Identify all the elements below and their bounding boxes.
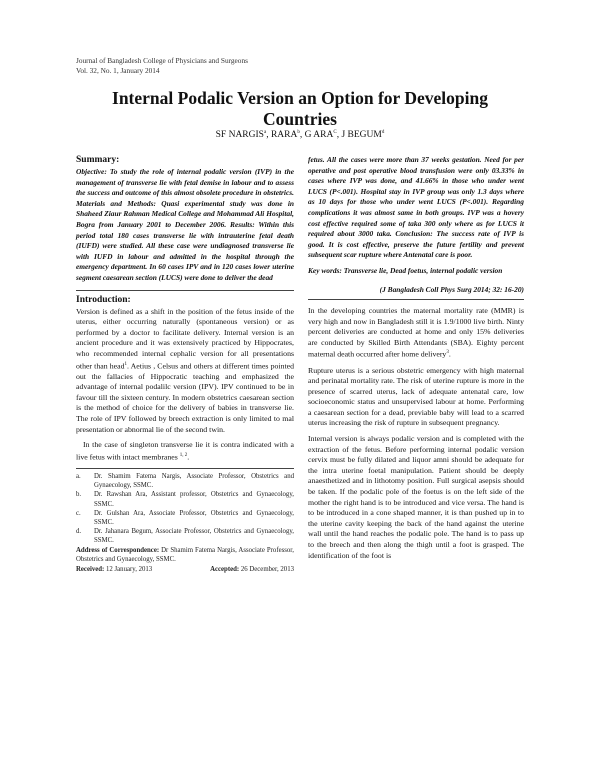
intro-p1-cont: . Aetius , Celsus and others at different times pointed out the fallacies of Hippocratic teaching and emphasized the advantage of internal podalilc version (IPV). IPV continued to be in favour till the sixteen century. In modern obstetrics caesarean section is the method of choice for the delivery of babies in transverse lie. The role of IPV followed by breech extraction is only limited to mal presentation or abnormal lie of the second twin.	[76, 361, 294, 434]
intro-p1-ref: 1	[124, 361, 127, 367]
author-name: SF NARGIS	[215, 130, 264, 141]
author-mark: d	[381, 130, 385, 135]
intro-paragraph-right-3: Internal version is always podalic version and is completed with the extraction of the fetus. Before performing internal podalic version cervix must be fully dilated and liquor amni should be adequate for the intra uterine foetal manipulation. Patient should be deeply anaesthetized and in lithotomy position. Full surgical asepsis should be taken. If the podalic pole of the foetus is on the left side of the mother the right hand is to be introduced and vice versa. The hand is to be introduced in a cone shaped manner, it is than pushed up in to the uterine cavity keeping the back of the hand against the uterine wall until the hand reaches the podalic pole. The hand is to pass up to the breech and then along the thigh until a foot is grasped. The identification of the foot is	[308, 434, 524, 560]
accepted-label: Accepted:	[210, 566, 240, 574]
received-value: 12 January, 2013	[106, 566, 153, 574]
author-mark: a	[263, 130, 267, 135]
received-date	[76, 565, 152, 574]
received-label: Received:	[76, 566, 105, 574]
footnote-divider	[76, 468, 294, 469]
intro-paragraph-right-2: Rupture uterus is a serious obstetric emergency with high maternal and perinatal mortality rate. The risk of uterine rupture is more in the presence of scarred uterus, lack of adequate antenatal care, low socioeconomic status and unsupervised labour at home. Performing a caesarean section for a dead, previable baby will lead to a scarred uterus increasing the risk of rupture in subsequent pregnancy.	[308, 365, 524, 428]
left-column	[76, 155, 294, 574]
introduction-heading: Introduction:	[76, 294, 131, 305]
correspondence-text: Dr Shamim Fatema Nargis, Associate Professor, Obstetrics and Gynaecology, SSMC.	[76, 546, 294, 563]
intro-p1-text: Version is defined as a shift in the position of the fetus inside of the uterus, either occurring naturally (spontaneous version) or as performed by a doctor to facilitate delivery. Internal version is an ancient procedure and it was extensively practiced by Hippocrates, who recommended internal cephalic version for all presentations other than head	[76, 306, 294, 371]
intro-p2-text: In the case of singleton transverse lie it is contra indicated with a live fetus with intact membranes	[76, 440, 294, 462]
footnote-letter: d.	[76, 528, 82, 536]
author-name: RARA	[270, 130, 298, 141]
keywords: Key words: Transverse lie, Dead foetus, internal podalic version	[308, 265, 503, 275]
section-divider	[76, 290, 294, 291]
author-mark: b	[297, 130, 300, 135]
citation: (J Bangladesh Coll Phys Surg 2014; 32: 16-20)	[379, 284, 524, 294]
article-dates	[76, 565, 294, 574]
intro-paragraph-2	[76, 440, 294, 463]
accepted-value: 26 December, 2013	[240, 566, 294, 574]
section-divider	[308, 299, 524, 300]
footnote-text: Dr. Shamim Fatema Nargis, Associate Professor, Obstetrics and Gynaecology, SSMC.	[94, 473, 294, 490]
footnote-text: Dr. Jahanara Begum, Associate Professor, Obstetrics and Gynaecology, SSMC.	[94, 528, 294, 545]
footnote-letter: b.	[76, 491, 82, 499]
accepted-date	[210, 565, 294, 574]
footnote-item	[76, 527, 294, 545]
footnote-text: Dr. Gulshan Ara, Associate Professor, Obstetrics and Gynaecology, SSMC.	[94, 509, 294, 527]
intro-p2-end: .	[187, 452, 190, 462]
article-title: Internal Podalic Version an Option for Developing Countries	[112, 88, 488, 129]
intro-r1-end: .	[448, 349, 451, 359]
journal-name: Journal of Bangladesh College of Physicians and Surgeons	[76, 56, 248, 65]
journal-header	[76, 56, 248, 76]
summary-heading: Summary:	[76, 155, 120, 165]
summary-text-left: Objective: To study the role of internal podalic version (IVP) in the management of transverse lie with fetal demise in labour and to assess the success and outcome of this almost obsolete procedure in obstetrics. Materials and Methods: Quasi experimental study was done in Shaheed Ziaur Rahman Medical College and Mohammad Ali Hospital, Bogra from January 2001 to December 2006. Results: Within this period total 180 cases transverse lie with intrauterine fetal death (IUFD) were studied. All these case were undiagnosed transverse lie with IUFD in labour and admitted in the hospital through the emergency department. In 60 cases IPV and in 120 cases lower uterine segment caesarean section (LUCS) were done to deliver the dead	[76, 167, 294, 282]
author-line: SF NARGIS$^a$, RARA$^b$, G $ARA^C$, J BEGUM$^d$	[215, 130, 385, 141]
right-column	[308, 155, 524, 566]
footnote-item	[76, 490, 294, 508]
footnote-letter: a.	[76, 473, 81, 481]
author-mark: C	[333, 130, 337, 135]
intro-r1-ref: 3	[446, 350, 449, 356]
author-name: J BEGUM	[341, 130, 382, 141]
correspondence	[76, 546, 294, 564]
footnote-item	[76, 509, 294, 527]
summary-text-right: fetus. All the cases were more than 37 weeks gestation. Need for per operative and post operative blood transfusion were only 03.33% in cases where IVP was done, and 41.66% in those who under went LUCS (P<.001). Hospital stay in IVP group was only 1.3 days where as 10 days for those who under went LUCS (P<.001). Regarding complications it was almost same in both groups. IVP was a hovery cost effective required some of taka 300 only where as for LUCS it required about 3000 taka. Conclusion: The success rate of IVP is good. It is cost effective, preserve the future fertility and prevent subsequent scar rupture where Antenatal care is poor.	[308, 155, 524, 260]
journal-volume: Vol. 32, No. 1, January 2014	[76, 66, 160, 75]
intro-r1-text: In the developing countries the maternal mortality rate (MMR) is very high and now in Bangladesh still it is 1.9/1000 live birth. Ninty percent deliveries are conducted at home and only 15% deliveries are conducted by Skilled Birth Attendants (SBA). Eighty percent maternal death occurred after home delivery	[308, 305, 524, 359]
footnote-item	[76, 472, 294, 490]
footnotes	[76, 472, 294, 574]
author-name: G ARA	[304, 130, 334, 141]
intro-paragraph-right-1	[308, 306, 524, 361]
intro-p2-ref: 1, 2	[179, 452, 188, 458]
correspondence-label: Address of Correspondence:	[76, 546, 160, 554]
footnote-text: Dr. Rawshan Ara, Assistant professor, Obstetrics and Gynaecology, SSMC.	[94, 491, 294, 508]
footnote-letter: c.	[76, 509, 81, 517]
intro-paragraph-1	[76, 307, 294, 436]
